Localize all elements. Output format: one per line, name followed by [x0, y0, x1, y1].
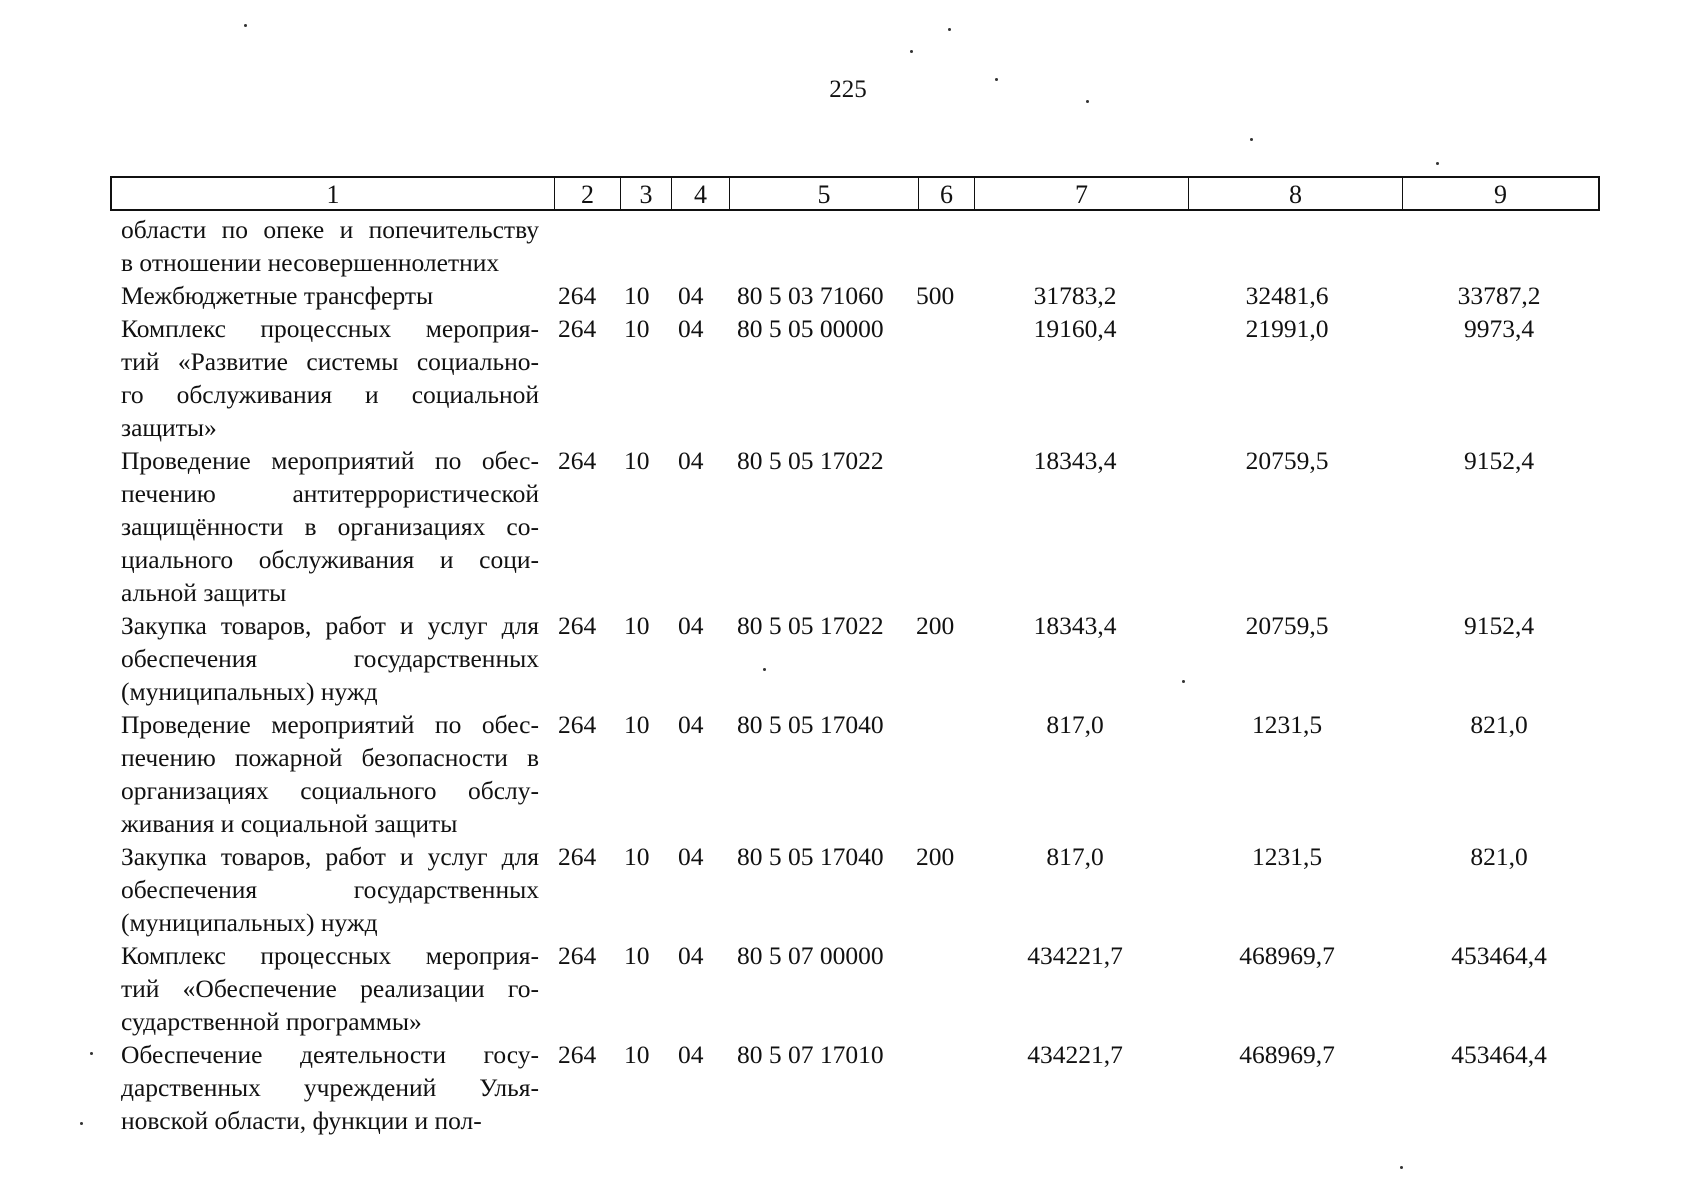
row-description: [121, 840, 539, 939]
cell-col-4: 04: [678, 314, 704, 343]
scan-speck: [1086, 100, 1089, 103]
description-line: дарственных учреждений Улья-: [121, 1073, 539, 1102]
table-row: [0, 708, 1696, 840]
description-line: Межбюджетные трансферты: [121, 281, 434, 310]
cell-col-4: 04: [678, 710, 704, 739]
scan-speck: [90, 1052, 93, 1055]
row-description: [121, 279, 539, 312]
description-line: защиты»: [121, 413, 217, 442]
table-row: [0, 1038, 1696, 1137]
cell-col-8: 1231,5: [1251, 842, 1323, 871]
cell-col-6: 500: [916, 281, 955, 310]
cell-col-8: 32481,6: [1245, 281, 1329, 310]
cell-col-3: 10: [624, 281, 650, 310]
scan-speck: [763, 668, 766, 671]
cell-col-4: 04: [678, 1040, 704, 1069]
scan-speck: [80, 1122, 83, 1125]
header-col-9: 9: [1494, 180, 1507, 209]
header-col-4: 4: [672, 178, 730, 209]
row-description: [121, 708, 539, 840]
description-line: организациях социального обслу-: [121, 776, 539, 805]
description-line: альной защиты: [121, 578, 287, 607]
cell-col-5: 80 5 07 17010: [737, 1040, 884, 1069]
description-line: области по опеке и попечительству: [121, 215, 539, 244]
description-line: циального обслуживания и соци-: [121, 545, 539, 574]
table-row: [0, 444, 1696, 609]
cell-col-2: 264: [558, 611, 597, 640]
header-col-5: 5: [730, 178, 919, 209]
cell-col-8: 1231,5: [1251, 710, 1323, 739]
scan-speck: [948, 28, 951, 31]
cell-col-2: 264: [558, 446, 597, 475]
cell-col-9: 9152,4: [1463, 446, 1535, 475]
cell-col-7: 817,0: [1046, 842, 1104, 871]
cell-col-3: 10: [624, 611, 650, 640]
description-line: (муниципальных) нужд: [121, 677, 378, 706]
header-col-1: 1: [112, 178, 555, 209]
scan-speck: [1436, 162, 1439, 165]
cell-col-6: 200: [916, 842, 955, 871]
cell-col-9: 453464,4: [1451, 1040, 1547, 1069]
cell-col-8: 468969,7: [1239, 1040, 1335, 1069]
cell-col-4: 04: [678, 941, 704, 970]
table-row: [0, 840, 1696, 939]
cell-col-5: 80 5 05 17040: [737, 842, 884, 871]
scan-speck: [1182, 680, 1185, 683]
page-number: 225: [829, 76, 867, 103]
table-row: [0, 609, 1696, 708]
cell-col-2: 264: [558, 281, 597, 310]
description-line: сударственной программы»: [121, 1007, 422, 1036]
row-description: [121, 609, 539, 708]
description-line: печению пожарной безопасности в: [121, 743, 539, 772]
cell-col-4: 04: [678, 842, 704, 871]
description-line: живания и социальной защиты: [121, 809, 458, 838]
description-line: обеспечения государственных: [121, 644, 539, 673]
cell-col-5: 80 5 05 17022: [737, 446, 884, 475]
cell-col-9: 9152,4: [1463, 611, 1535, 640]
description-line: го обслуживания и социальной: [121, 380, 539, 409]
cell-col-5: 80 5 03 71060: [737, 281, 884, 310]
cell-col-5: 80 5 05 00000: [737, 314, 884, 343]
row-description: [121, 939, 539, 1038]
description-line: Закупка товаров, работ и услуг для: [121, 842, 539, 871]
cell-col-2: 264: [558, 842, 597, 871]
scan-speck: [244, 24, 247, 27]
description-line: в отношении несовершеннолетних: [121, 248, 500, 277]
description-line: Закупка товаров, работ и услуг для: [121, 611, 539, 640]
header-col-8: 8: [1189, 178, 1403, 209]
scan-speck: [1250, 138, 1253, 141]
description-line: новской области, функции и пол-: [121, 1106, 482, 1135]
cell-col-9: 33787,2: [1457, 281, 1541, 310]
cell-col-3: 10: [624, 941, 650, 970]
cell-col-7: 18343,4: [1033, 446, 1117, 475]
cell-col-4: 04: [678, 281, 704, 310]
cell-col-7: 19160,4: [1033, 314, 1117, 343]
row-description: [121, 312, 539, 444]
table-row: [0, 939, 1696, 1038]
header-col-6: 6: [919, 178, 975, 209]
table-row: [0, 312, 1696, 444]
description-line: печению антитеррористической: [121, 479, 539, 508]
header-col-2: 2: [555, 178, 621, 209]
cell-col-4: 04: [678, 446, 704, 475]
description-line: Обеспечение деятельности госу-: [121, 1040, 539, 1069]
cell-col-7: 31783,2: [1033, 281, 1117, 310]
cell-col-9: 821,0: [1470, 710, 1528, 739]
cell-col-8: 20759,5: [1245, 611, 1329, 640]
description-line: тий «Развитие системы социально-: [121, 347, 539, 376]
cell-col-9: 9973,4: [1463, 314, 1535, 343]
cell-col-3: 10: [624, 314, 650, 343]
cell-col-2: 264: [558, 941, 597, 970]
cell-col-2: 264: [558, 314, 597, 343]
cell-col-5: 80 5 07 00000: [737, 941, 884, 970]
description-line: (муниципальных) нужд: [121, 908, 378, 937]
cell-col-9: 821,0: [1470, 842, 1528, 871]
cell-col-3: 10: [624, 842, 650, 871]
cell-col-3: 10: [624, 1040, 650, 1069]
cell-col-3: 10: [624, 710, 650, 739]
cell-col-9: 453464,4: [1451, 941, 1547, 970]
cell-col-7: 18343,4: [1033, 611, 1117, 640]
description-line: Проведение мероприятий по обес-: [121, 710, 539, 739]
row-description: [121, 213, 539, 279]
cell-col-5: 80 5 05 17022: [737, 611, 884, 640]
description-line: защищённости в организациях со-: [121, 512, 539, 541]
cell-col-3: 10: [624, 446, 650, 475]
row-description: [121, 444, 539, 609]
description-line: Комплекс процессных мероприя-: [121, 314, 539, 343]
table-row: [0, 279, 1696, 312]
description-line: Проведение мероприятий по обес-: [121, 446, 539, 475]
header-col-7: 7: [975, 178, 1189, 209]
table-row: [0, 213, 1696, 279]
table-header-row: [110, 176, 1600, 211]
row-description: [121, 1038, 539, 1137]
cell-col-2: 264: [558, 710, 597, 739]
cell-col-2: 264: [558, 1040, 597, 1069]
cell-col-6: 200: [916, 611, 955, 640]
description-line: Комплекс процессных мероприя-: [121, 941, 539, 970]
scan-speck: [995, 78, 998, 81]
cell-col-8: 21991,0: [1245, 314, 1329, 343]
cell-col-7: 434221,7: [1027, 1040, 1123, 1069]
description-line: обеспечения государственных: [121, 875, 539, 904]
header-col-3: 3: [621, 178, 672, 209]
cell-col-7: 817,0: [1046, 710, 1104, 739]
scan-speck: [910, 50, 913, 53]
cell-col-5: 80 5 05 17040: [737, 710, 884, 739]
description-line: тий «Обеспечение реализации го-: [121, 974, 539, 1003]
scan-speck: [1400, 1166, 1403, 1169]
cell-col-8: 20759,5: [1245, 446, 1329, 475]
cell-col-7: 434221,7: [1027, 941, 1123, 970]
cell-col-4: 04: [678, 611, 704, 640]
cell-col-8: 468969,7: [1239, 941, 1335, 970]
